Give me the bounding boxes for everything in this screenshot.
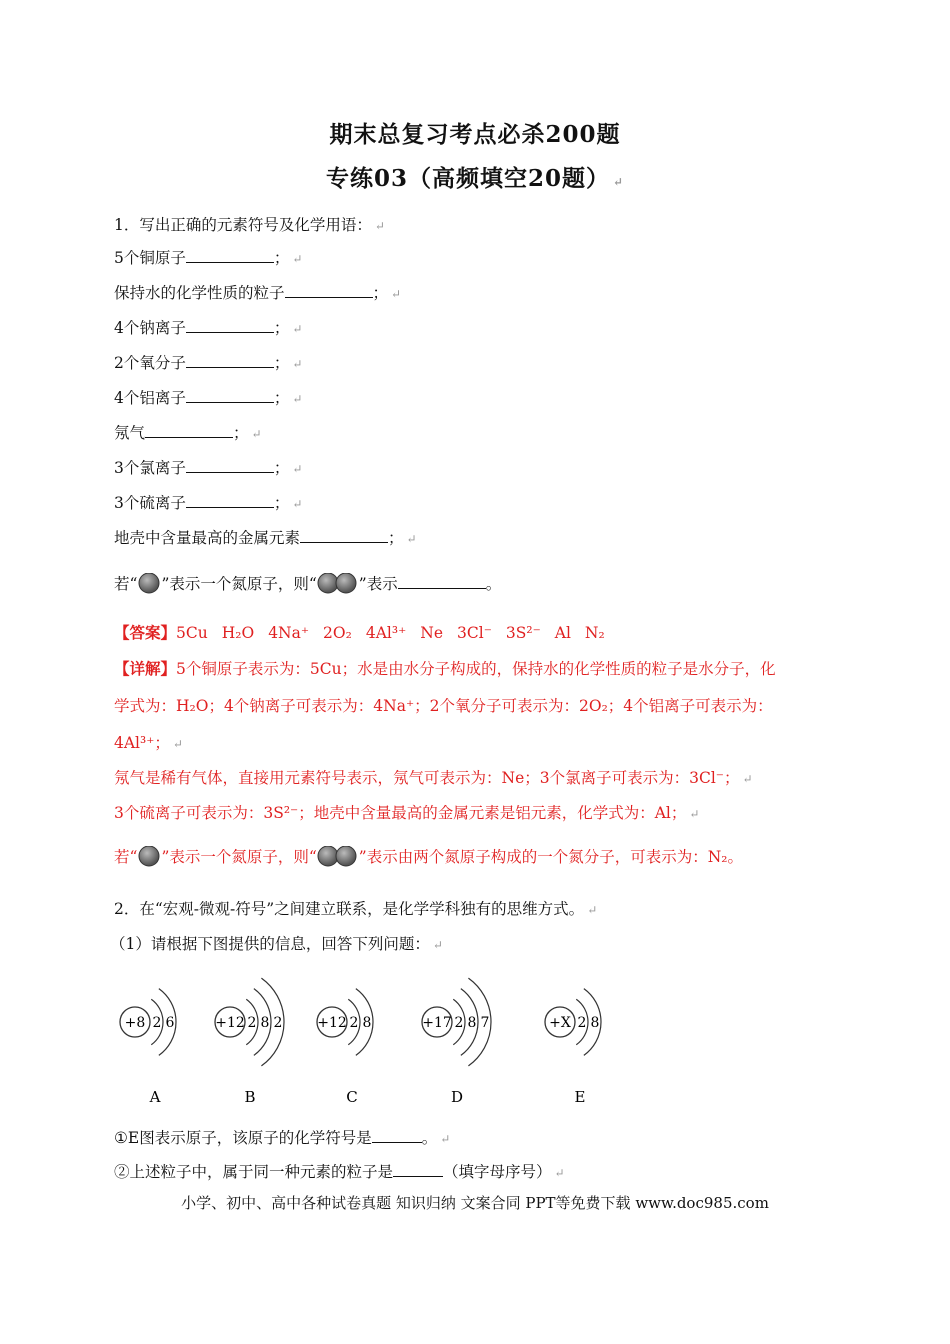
q1-item-label: 地壳中含量最高的金属元素 xyxy=(114,529,301,547)
electron-count: 6 xyxy=(165,1015,175,1031)
detail-text-3: 4Al³⁺； xyxy=(114,734,170,752)
nitrogen-atom-icon xyxy=(137,573,161,597)
answer-blank[interactable] xyxy=(372,1128,422,1143)
subtitle-text: 专练03（高频填空20题） xyxy=(325,165,610,192)
atom-diagram xyxy=(317,989,373,1106)
semicolon: ； xyxy=(273,389,290,407)
nucleus-charge: +12 xyxy=(317,1015,347,1031)
answer-blank[interactable] xyxy=(186,388,274,403)
atom-label: A xyxy=(149,1088,161,1106)
q2-stem-text: 2．在“宏观-微观-符号”之间建立联系，是化学学科独有的思维方式。 xyxy=(114,900,585,918)
q1-item-label: 5个铜原子 xyxy=(114,249,186,267)
detail-last-part3: ”表示由两个氮原子构成的一个氮分子，可表示为：N₂。 xyxy=(358,848,743,866)
paragraph-mark: ↵ xyxy=(554,1166,565,1180)
q1-item xyxy=(114,316,302,338)
atom-label: C xyxy=(346,1088,358,1106)
atom-label: B xyxy=(244,1088,256,1106)
answer-blank[interactable] xyxy=(285,283,373,298)
answer-blank[interactable] xyxy=(300,528,388,543)
q1-item-label: 氖气 xyxy=(114,424,146,442)
detail-last-line xyxy=(114,845,743,870)
answer-value: 3S²⁻ xyxy=(505,624,541,642)
q1-last-line xyxy=(114,572,501,597)
q1-item xyxy=(114,456,302,478)
answer-value: 2O₂ xyxy=(323,624,352,642)
atom-diagram xyxy=(545,989,601,1106)
paragraph-mark: ↵ xyxy=(391,287,402,301)
atom-label: D xyxy=(450,1088,464,1106)
semicolon: ； xyxy=(273,354,290,372)
q2-stem xyxy=(114,897,597,919)
detail-line-2: 学式为：H₂O；4个钠离子可表示为：4Na⁺；2个氧分子可表示为：2O₂；4个铝离子可表示为： xyxy=(114,697,773,715)
semicolon: ； xyxy=(388,529,404,547)
semicolon: ； xyxy=(233,424,249,442)
q2-b xyxy=(114,1160,565,1182)
nitrogen-molecule-icon xyxy=(317,573,359,597)
answer-blank[interactable] xyxy=(186,493,274,508)
paragraph-mark: ↵ xyxy=(742,772,753,786)
atom-diagram xyxy=(120,989,176,1106)
nucleus-charge: +X xyxy=(549,1015,571,1031)
nucleus-charge: +8 xyxy=(124,1015,146,1031)
answer-blank[interactable] xyxy=(186,318,274,333)
paragraph-mark: ↵ xyxy=(172,737,183,751)
paragraph-mark: ↵ xyxy=(292,497,303,511)
q1-last-part4: 。 xyxy=(485,575,502,593)
q1-item-label: 3个氯离子 xyxy=(114,459,186,477)
detail-last-part2: ”表示一个氮原子，则“ xyxy=(161,848,317,866)
answer-value: H₂O xyxy=(221,624,255,642)
detail-line-5 xyxy=(114,801,699,823)
electron-count: 2 xyxy=(152,1015,162,1031)
paragraph-mark: ↵ xyxy=(292,392,303,406)
answer-value: Al xyxy=(554,624,571,642)
q1-last-part2: ”表示一个氮原子，则“ xyxy=(161,575,317,593)
paragraph-mark: ↵ xyxy=(292,322,303,336)
detail-line-1 xyxy=(114,657,776,679)
paragraph-mark: ↵ xyxy=(292,357,303,371)
electron-count: 2 xyxy=(273,1015,283,1031)
answer-blank[interactable] xyxy=(398,574,486,589)
nitrogen-molecule-icon xyxy=(317,846,359,870)
q1-item xyxy=(114,421,262,443)
nucleus-charge: +12 xyxy=(215,1015,245,1031)
nitrogen-atom-icon xyxy=(137,846,161,870)
semicolon: ； xyxy=(273,319,290,337)
answer-blank[interactable] xyxy=(186,353,274,368)
q1-item xyxy=(114,491,302,513)
q1-item xyxy=(114,386,302,408)
q1-last-part1: 若“ xyxy=(114,575,138,593)
q2-b-text: ②上述粒子中，属于同一种元素的粒子是 xyxy=(114,1163,394,1181)
electron-count: 2 xyxy=(577,1015,587,1031)
electron-count: 7 xyxy=(480,1015,490,1031)
paragraph-mark: ↵ xyxy=(432,938,443,952)
semicolon: ； xyxy=(372,284,389,302)
q1-item xyxy=(114,526,417,548)
answer-blank[interactable] xyxy=(393,1162,443,1177)
nucleus-charge: +17 xyxy=(422,1015,452,1031)
answer-value: N₂ xyxy=(584,624,605,642)
answer-value: 3Cl⁻ xyxy=(457,624,492,642)
detail-label: 【详解】 xyxy=(114,659,177,678)
q1-last-part3: ”表示 xyxy=(358,575,398,593)
answer-value: 4Na⁺ xyxy=(268,624,310,642)
atom-diagram xyxy=(422,978,491,1106)
electron-count: 8 xyxy=(467,1015,477,1031)
detail-text-1: 5个铜原子表示为：5Cu；水是由水分子构成的，保持水的化学性质的粒子是水分子，化 xyxy=(176,660,776,678)
electron-count: 2 xyxy=(247,1015,257,1031)
answer-parts xyxy=(176,624,619,642)
q2-b-end: （填字母序号） xyxy=(443,1163,552,1181)
page-footer: 小学、初中、高中各种试卷真题 知识归纳 文案合同 PPT等免费下载 www.doc985.com xyxy=(181,1194,769,1212)
paragraph-mark: ↵ xyxy=(689,807,700,821)
paragraph-mark: ↵ xyxy=(406,532,417,546)
q1-item xyxy=(114,351,302,373)
atom-label: E xyxy=(574,1088,586,1106)
paragraph-mark: ↵ xyxy=(374,219,385,233)
paragraph-mark: ↵ xyxy=(292,462,303,476)
q2-a-end: 。 xyxy=(421,1129,438,1147)
q1-item xyxy=(114,281,401,303)
q1-item-label: 3个硫离子 xyxy=(114,494,186,512)
answer-blank[interactable] xyxy=(145,423,233,438)
answer-value: 4Al³⁺ xyxy=(365,624,407,642)
atom-diagram xyxy=(215,978,284,1106)
answer-value: 5Cu xyxy=(176,624,208,642)
q2-a xyxy=(114,1126,450,1148)
paragraph-mark: ↵ xyxy=(587,903,598,917)
q2-a-text: ①E图表示原子，该原子的化学符号是 xyxy=(114,1129,372,1147)
electron-count: 8 xyxy=(260,1015,270,1031)
answer-blank[interactable] xyxy=(186,458,274,473)
atom-structure-diagrams xyxy=(110,960,650,1110)
q2-sub1 xyxy=(110,932,443,954)
q1-item-label: 保持水的化学性质的粒子 xyxy=(114,284,285,302)
answer-value: Ne xyxy=(420,624,444,642)
electron-count: 2 xyxy=(349,1015,359,1031)
semicolon: ； xyxy=(273,494,290,512)
q1-item xyxy=(114,246,302,268)
q1-stem xyxy=(114,213,385,235)
electron-count: 8 xyxy=(362,1015,372,1031)
q2-sub1-text: （1）请根据下图提供的信息，回答下列问题： xyxy=(110,935,430,953)
electron-count: 2 xyxy=(454,1015,464,1031)
paragraph-mark: ↵ xyxy=(251,427,262,441)
semicolon: ； xyxy=(273,249,290,267)
q1-item-label: 4个钠离子 xyxy=(114,319,186,337)
document-title: 期末总复习考点必杀200题 xyxy=(329,121,621,148)
paragraph-mark: ↵ xyxy=(612,175,625,189)
detail-last-part1: 若“ xyxy=(114,848,138,866)
semicolon: ； xyxy=(273,459,290,477)
paragraph-mark: ↵ xyxy=(292,252,303,266)
answer-blank[interactable] xyxy=(186,248,274,263)
document-subtitle xyxy=(0,160,950,193)
q1-answer xyxy=(114,621,619,643)
detail-text-5: 3个硫离子可表示为：3S²⁻；地壳中含量最高的金属元素是铝元素，化学式为：Al； xyxy=(114,804,687,822)
q1-item-label: 4个铝离子 xyxy=(114,389,186,407)
answer-label: 【答案】 xyxy=(114,623,177,642)
q1-stem-text: 1．写出正确的元素符号及化学用语： xyxy=(114,216,372,234)
detail-text-4: 氖气是稀有气体，直接用元素符号表示，氖气可表示为：Ne；3个氯离子可表示为：3Cl⁻； xyxy=(114,769,740,787)
paragraph-mark: ↵ xyxy=(440,1132,451,1146)
electron-count: 8 xyxy=(590,1015,600,1031)
q1-item-label: 2个氧分子 xyxy=(114,354,186,372)
detail-line-3 xyxy=(114,731,183,753)
detail-line-4 xyxy=(114,766,753,788)
